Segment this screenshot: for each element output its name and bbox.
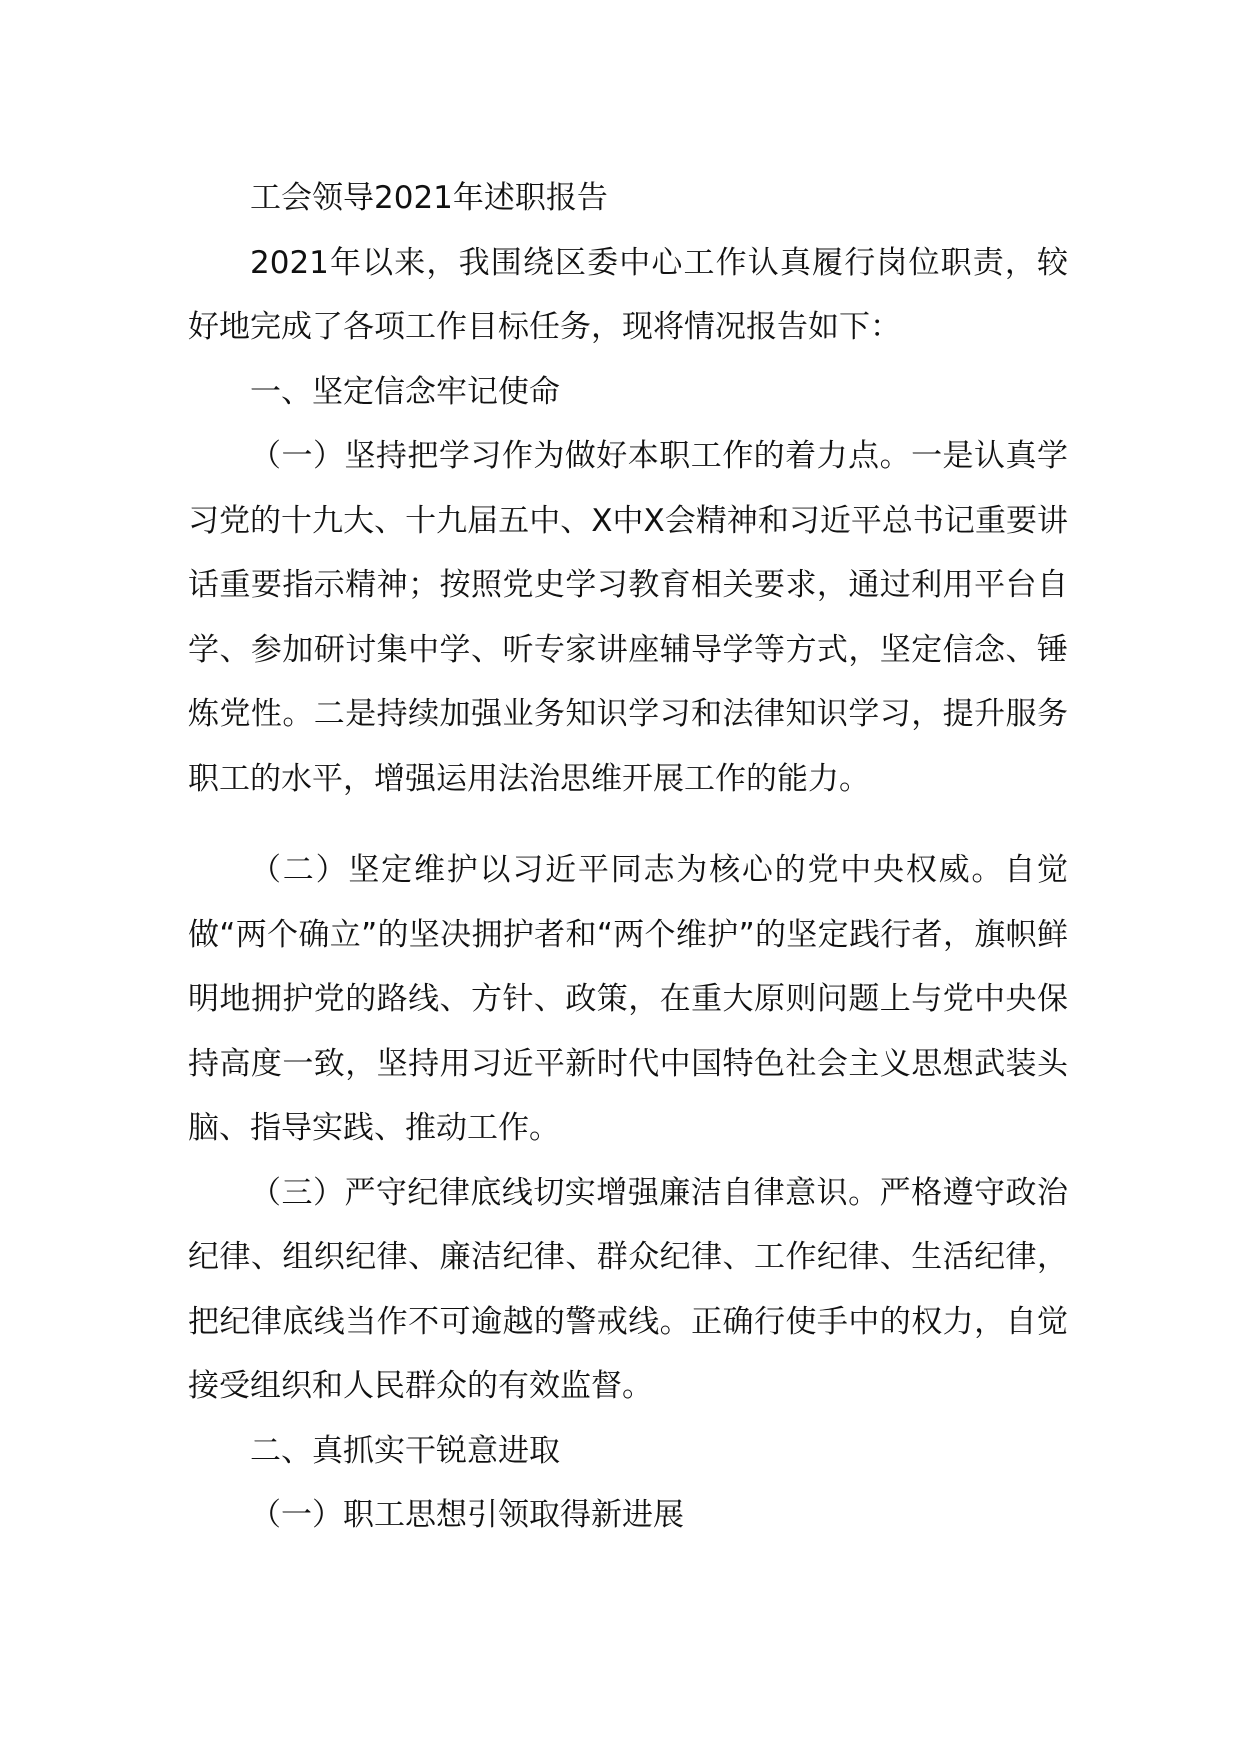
intro-paragraph: 2021年以来，我围绕区委中心工作认真履行岗位职责，较好地完成了各项工作目标任务，现将情况报告如下： [188, 244, 1068, 345]
subsection-paragraph-1-3: （三）严守纪律底线切实增强廉洁自律意识。严格遵守政治纪律、组织纪律、廉洁纪律、群众纪律、工作纪律、生活纪律，把纪律底线当作不可逾越的警戒线。正确行使手中的权力，自觉接受组织和人民群众的有效监督。 [188, 1174, 1068, 1404]
document-body [188, 166, 1068, 1548]
subsection-paragraph-1-2: （二）坚定维护以习近平同志为核心的党中央权威。自觉做“两个确立”的坚决拥护者和“两个维护”的坚定践行者，旗帜鲜明地拥护党的路线、方针、政策，在重大原则问题上与党中央保持高度一致，坚持用习近平新时代中国特色社会主义思想武装头脑、指导实践、推动工作。 [188, 852, 1068, 1146]
document-title: 工会领导2021年述职报告 [250, 180, 608, 216]
section-heading-1: 一、坚定信念牢记使命 [250, 373, 560, 410]
subsection-paragraph-1-1: （一）坚持把学习作为做好本职工作的着力点。一是认真学习党的十九大、十九届五中、X中X会精神和习近平总书记重要讲话重要指示精神；按照党史学习教育相关要求，通过利用平台自学、参加研讨集中学、听专家讲座辅导学等方式，坚定信念、锤炼党性。二是持续加强业务知识学习和法律知识学习，提升服务职工的水平，增强运用法治思维开展工作的能力。 [188, 438, 1068, 797]
section-heading-2: 二、真抓实干锐意进取 [250, 1432, 560, 1469]
subsection-heading-2-1: （一）职工思想引领取得新进展 [250, 1497, 684, 1533]
